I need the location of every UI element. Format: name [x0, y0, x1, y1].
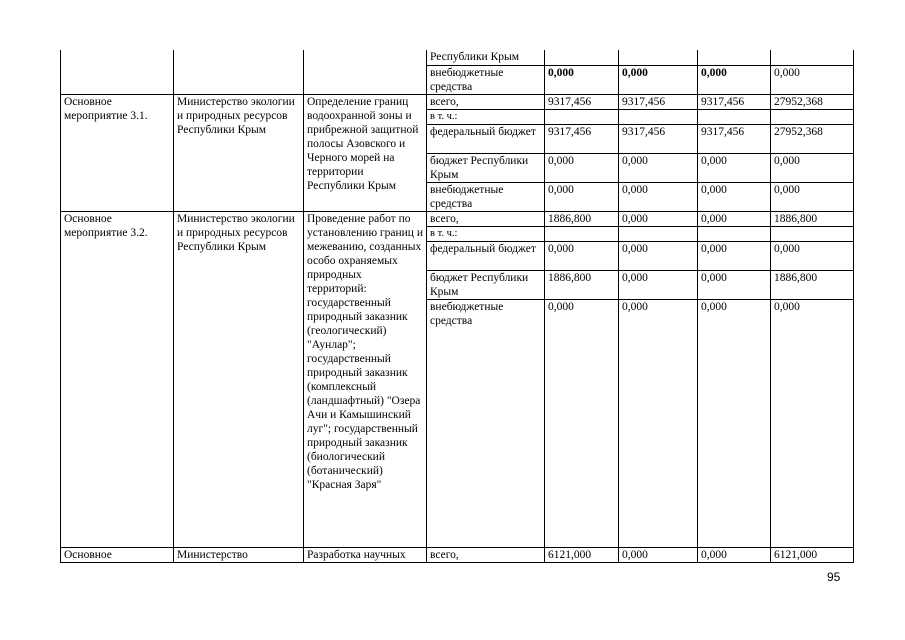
funding-source-cell: бюджет Республики Крым [427, 153, 545, 182]
description-cell: Определение границ водоохранной зоны и прибрежной защитной полосы Азовского и Черного морей на территории Республики Крым [304, 94, 427, 211]
value-cell: 0,000 [698, 182, 771, 211]
description-cell: Проведение работ по установлению границ и межеванию, созданных особо охраняемых природных территорий: государственный природный заказник (геологический) "Аунлар"; государственный природный заказник (комплексный (ландшафтный) "Озера Ачи и Камышинский луг"; государственный природный заказник (биологический (ботанический) "Красная Заря" [304, 211, 427, 547]
value-cell: 9317,456 [619, 124, 698, 153]
page-number: 95 [827, 570, 841, 584]
value-cell: 0,000 [698, 299, 771, 547]
value-cell: 0,000 [771, 299, 854, 547]
funding-source-cell: всего, [427, 94, 545, 109]
value-cell: 0,000 [545, 153, 619, 182]
executor-cell: Министерство экологии и природных ресурсов Республики Крым [174, 94, 304, 211]
measure-name-cell: Основное мероприятие 3.1. [61, 94, 174, 211]
table-row [61, 211, 854, 226]
measure-name-cell: Основное [61, 547, 174, 562]
funding-source-cell: в т. ч.: [427, 226, 545, 241]
value-cell: 0,000 [619, 547, 698, 562]
value-cell: 0,000 [619, 270, 698, 299]
value-cell: 9317,456 [545, 124, 619, 153]
value-cell: 0,000 [698, 211, 771, 226]
value-cell: 9317,456 [698, 124, 771, 153]
funding-source-cell: всего, [427, 547, 545, 562]
table-row [61, 547, 854, 562]
value-cell: 0,000 [698, 270, 771, 299]
funding-source-cell: федеральный бюджет [427, 241, 545, 270]
value-cell: 1886,800 [545, 211, 619, 226]
value-cell: 6121,000 [545, 547, 619, 562]
value-cell: 0,000 [619, 153, 698, 182]
funding-source-cell: всего, [427, 211, 545, 226]
value-cell: 0,000 [619, 182, 698, 211]
value-cell: 0,000 [619, 211, 698, 226]
value-cell: 27952,368 [771, 94, 854, 109]
funding-source-cell: внебюджетные средства [427, 182, 545, 211]
funding-source-cell: в т. ч.: [427, 109, 545, 124]
value-cell: 6121,000 [771, 547, 854, 562]
value-cell: 0,000 [698, 241, 771, 270]
value-cell: 1886,800 [545, 270, 619, 299]
table-row [61, 94, 854, 109]
value-cell: 0,000 [545, 299, 619, 547]
value-cell: 0,000 [698, 65, 771, 94]
value-cell: 0,000 [545, 65, 619, 94]
value-cell: 0,000 [771, 182, 854, 211]
measure-name-cell: Основное мероприятие 3.2. [61, 211, 174, 547]
value-cell: 9317,456 [698, 94, 771, 109]
funding-source-cell: внебюджетные средства [427, 299, 545, 547]
value-cell: 0,000 [619, 241, 698, 270]
table-row [61, 50, 854, 65]
funding-source-cell: федеральный бюджет [427, 124, 545, 153]
budget-table [60, 50, 854, 563]
value-cell: 1886,800 [771, 211, 854, 226]
value-cell: 0,000 [698, 153, 771, 182]
value-cell: 0,000 [771, 153, 854, 182]
funding-source-cell: бюджет Республики Крым [427, 270, 545, 299]
value-cell: 0,000 [545, 241, 619, 270]
executor-cell: Министерство экологии и природных ресурсов Республики Крым [174, 211, 304, 547]
executor-cell: Министерство [174, 547, 304, 562]
value-cell: 0,000 [619, 65, 698, 94]
value-cell: 0,000 [771, 65, 854, 94]
value-cell: 9317,456 [545, 94, 619, 109]
funding-source-cell: внебюджетные средства [427, 65, 545, 94]
value-cell: 9317,456 [619, 94, 698, 109]
description-cell: Разработка научных [304, 547, 427, 562]
funding-source-cell: Республики Крым [427, 50, 545, 65]
value-cell: 0,000 [545, 182, 619, 211]
value-cell: 1886,800 [771, 270, 854, 299]
value-cell: 27952,368 [771, 124, 854, 153]
value-cell: 0,000 [771, 241, 854, 270]
value-cell: 0,000 [619, 299, 698, 547]
value-cell: 0,000 [698, 547, 771, 562]
